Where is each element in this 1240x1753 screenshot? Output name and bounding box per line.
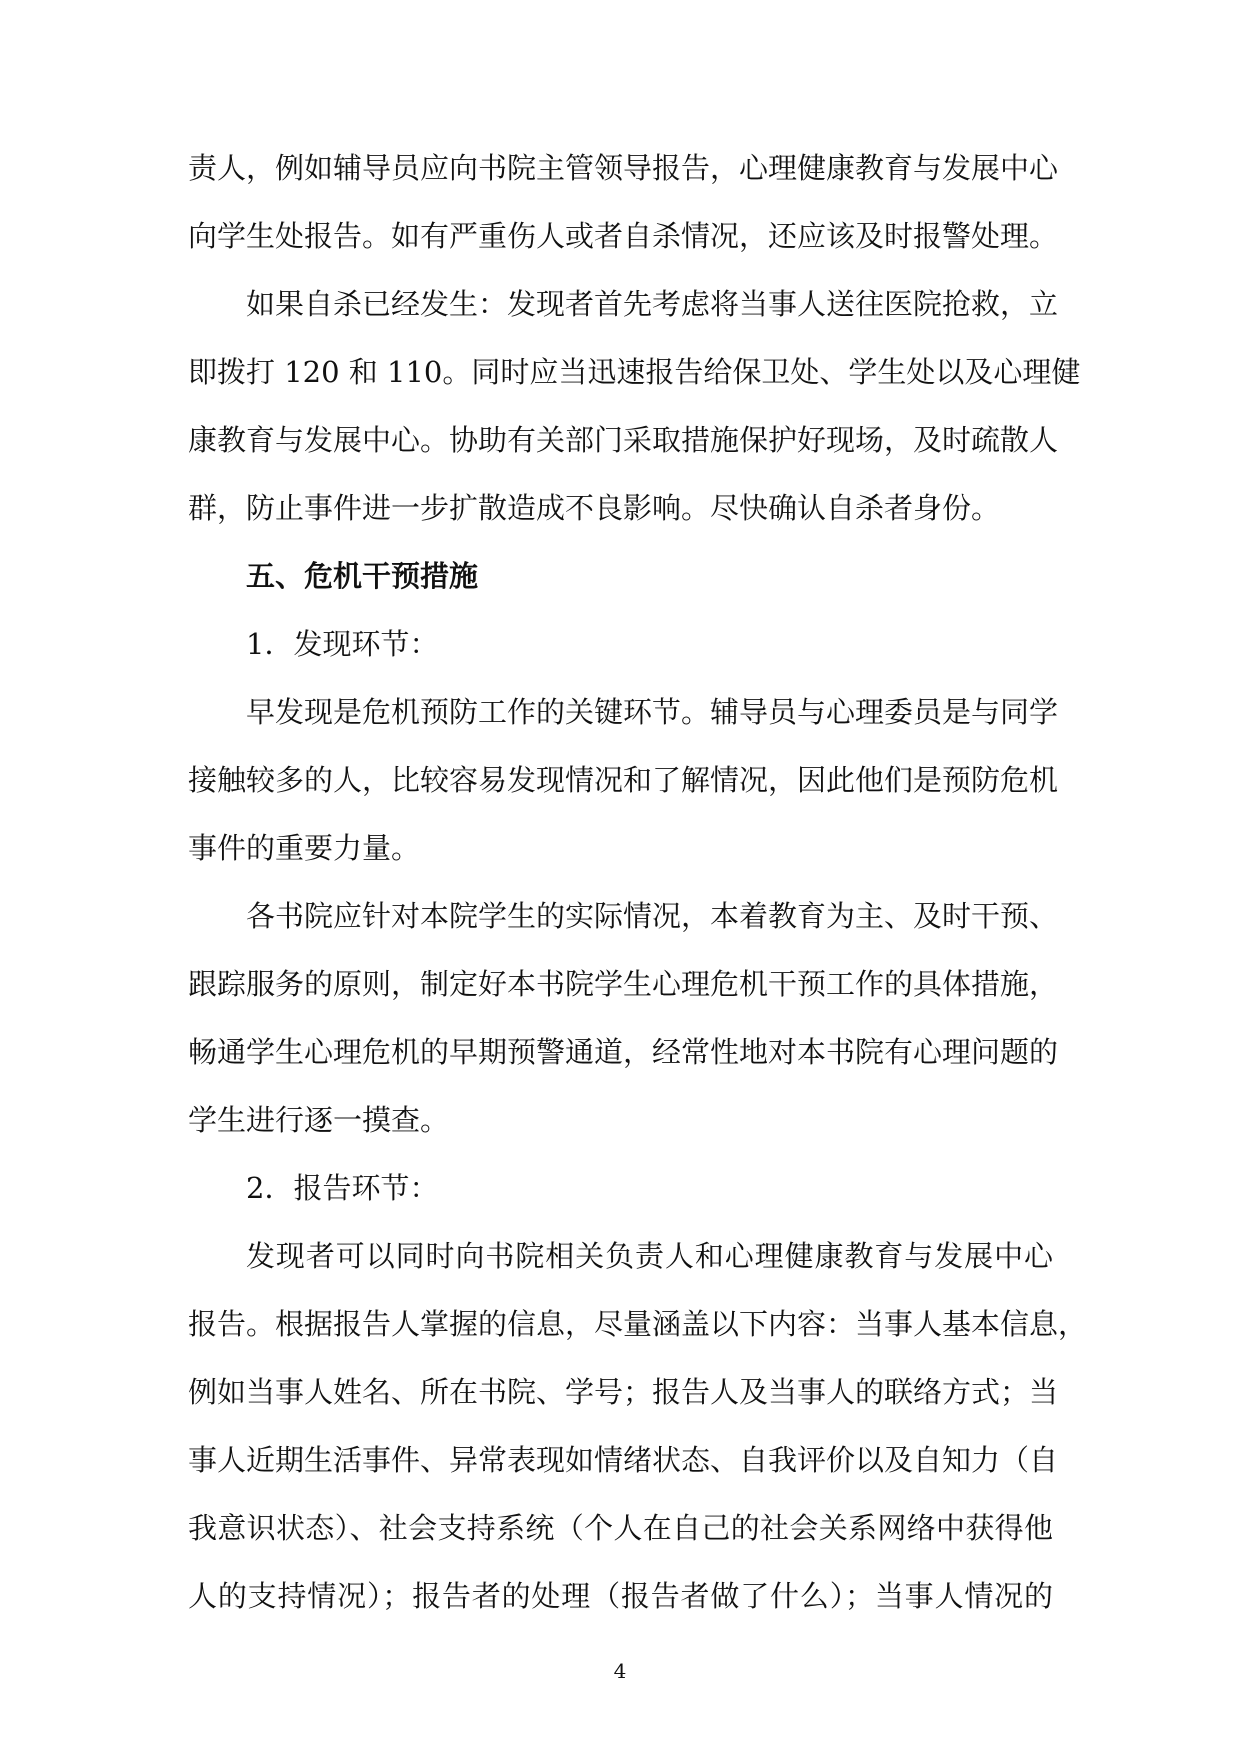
- text-line: 人的支持情况）；报告者的处理（报告者做了什么）；当事人情况的: [188, 1579, 1053, 1613]
- text-line: 我意识状态）、社会支持系统（个人在自己的社会关系网络中获得他: [188, 1511, 1053, 1545]
- text-line: 责人，例如辅导员应向书院主管领导报告，心理健康教育与发展中心: [188, 151, 1059, 185]
- text-line: 学生进行逐一摸查。: [188, 1103, 450, 1137]
- page-number: 4: [613, 1659, 627, 1683]
- text-line: 报告。根据报告人掌握的信息，尽量涵盖以下内容：当事人基本信息，: [188, 1307, 1088, 1341]
- text-line: 如果自杀已经发生：发现者首先考虑将当事人送往医院抢救，立: [246, 287, 1059, 321]
- text-line: 各书院应针对本院学生的实际情况，本着教育为主、及时干预、: [246, 899, 1059, 933]
- subsection-heading: 2．报告环节：: [246, 1171, 439, 1205]
- text-line: 事人近期生活事件、异常表现如情绪状态、自我评价以及自知力（自: [188, 1443, 1059, 1477]
- text-line: 即拨打 120 和 110。同时应当迅速报告给保卫处、学生处以及心理健: [188, 355, 1081, 389]
- text-line: 接触较多的人，比较容易发现情况和了解情况，因此他们是预防危机: [188, 763, 1059, 797]
- text-line: 向学生处报告。如有严重伤人或者自杀情况，还应该及时报警处理。: [188, 219, 1059, 253]
- text-line: 发现者可以同时向书院相关负责人和心理健康教育与发展中心: [246, 1239, 1053, 1273]
- text-line: 康教育与发展中心。协助有关部门采取措施保护好现场，及时疏散人: [188, 423, 1059, 457]
- body-text: [188, 134, 1088, 1630]
- text-line: 例如当事人姓名、所在书院、学号；报告人及当事人的联络方式；当: [188, 1375, 1059, 1409]
- text-line: 畅通学生心理危机的早期预警通道，经常性地对本书院有心理问题的: [188, 1035, 1059, 1069]
- text-line: 群，防止事件进一步扩散造成不良影响。尽快确认自杀者身份。: [188, 491, 1001, 525]
- text-line: 事件的重要力量。: [188, 831, 421, 865]
- text-line: 跟踪服务的原则，制定好本书院学生心理危机干预工作的具体措施，: [188, 967, 1059, 1001]
- text-line: 早发现是危机预防工作的关键环节。辅导员与心理委员是与同学: [246, 695, 1059, 729]
- subsection-heading: 1．发现环节：: [246, 627, 439, 661]
- section-heading: 五、危机干预措施: [246, 559, 479, 593]
